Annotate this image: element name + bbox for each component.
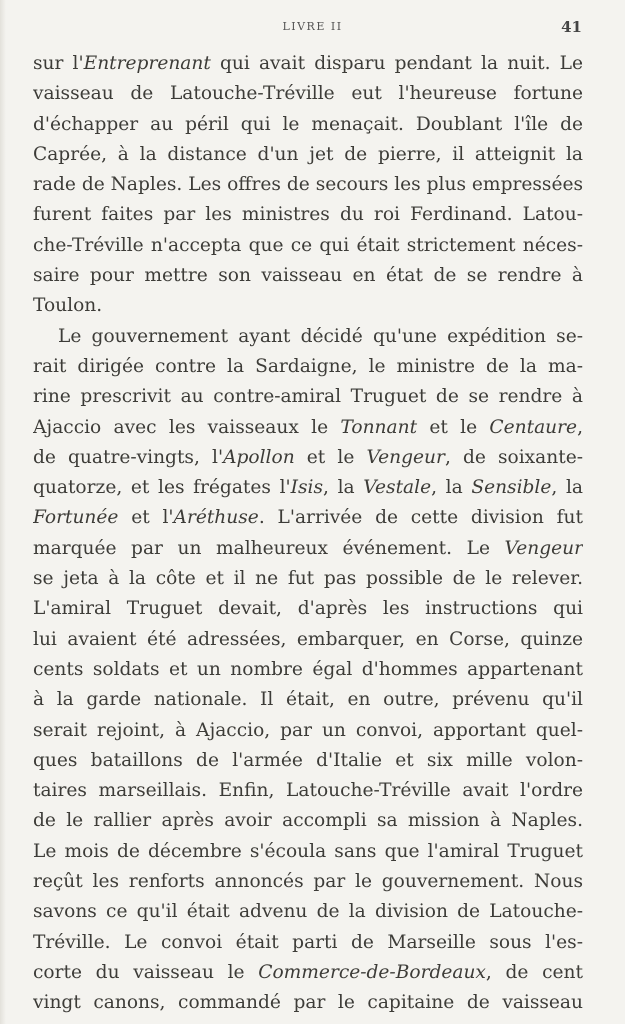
text-run: , la <box>323 477 364 499</box>
text-run: quatorze, et les frégates l' <box>33 477 291 499</box>
text-line <box>33 261 583 291</box>
text-line <box>33 413 583 443</box>
paragraph <box>33 322 583 1019</box>
page-number: 41 <box>561 18 582 36</box>
paragraph <box>33 49 583 322</box>
text-run: , de cent <box>485 961 583 983</box>
text-run: Le gouvernement ayant décidé qu'une expédition se- <box>58 325 583 347</box>
text-line <box>33 928 583 958</box>
italic-ship-name: Sensible <box>471 477 552 499</box>
text-run: Toulon. <box>33 295 103 317</box>
italic-ship-name: Apollon <box>223 446 295 468</box>
text-run: , la <box>551 477 583 499</box>
text-run: d'échapper au péril qui le menaçait. Doublant l'île de <box>33 113 583 135</box>
italic-ship-name: Entreprenant <box>83 53 211 74</box>
italic-ship-name: Aréthuse <box>173 507 259 529</box>
text-line <box>33 655 583 685</box>
text-line <box>33 776 583 806</box>
text-line <box>33 473 583 503</box>
text-line <box>33 49 583 79</box>
text-line <box>33 867 583 897</box>
text-run: che-Tréville n'accepta que ce qui était strictement néces- <box>33 234 583 256</box>
text-line <box>33 746 583 776</box>
text-run: saire pour mettre son vaisseau en état de se rendre à <box>33 265 583 287</box>
text-run: et le <box>294 446 367 468</box>
text-line <box>33 110 583 140</box>
text-run: et l' <box>118 507 174 529</box>
text-run: corte du vaisseau le <box>33 961 259 983</box>
text-run: furent faites par les ministres du roi Ferdinand. Latou- <box>33 204 583 226</box>
text-line <box>33 352 583 382</box>
italic-ship-name: Centaure <box>489 416 578 438</box>
italic-ship-name: Fortunée <box>33 507 119 529</box>
italic-ship-name: Commerce-de-Bordeaux <box>258 961 486 983</box>
text-run: rait dirigée contre la Sardaigne, le ministre de la ma- <box>33 355 583 377</box>
italic-ship-name: Isis <box>290 477 324 499</box>
text-run: serait rejoint, à Ajaccio, par un convoi, apportant quel- <box>33 719 583 741</box>
text-line <box>33 625 583 655</box>
text-run: Tréville. Le convoi était parti de Marseille sous l'es- <box>33 931 583 953</box>
text-run: qui avait disparu pendant la nuit. Le <box>210 53 583 74</box>
text-run: marquée par un malheureux événement. Le <box>33 537 505 559</box>
text-line <box>33 200 583 230</box>
italic-ship-name: Vestale <box>363 477 432 499</box>
italic-ship-name: Vengeur <box>504 537 583 559</box>
text-line <box>33 564 583 594</box>
text-run: , <box>577 416 583 438</box>
text-line <box>33 503 583 533</box>
text-line <box>33 382 583 412</box>
text-run: rade de Naples. Les offres de secours les plus empressées <box>33 174 583 196</box>
text-line <box>33 231 583 261</box>
text-run: taires marseillais. Enfin, Latouche-Tréville avait l'ordre <box>33 780 583 802</box>
text-run: L'amiral Truguet devait, d'après les instructions qui <box>33 598 583 620</box>
text-run: , de soixante- <box>444 446 583 468</box>
text-run: vaisseau de Latouche-Tréville eut l'heureuse fortune <box>33 83 583 105</box>
text-line <box>33 837 583 867</box>
text-line <box>33 140 583 170</box>
text-line <box>33 716 583 746</box>
text-run: rine prescrivit au contre-amiral Truguet de se rendre à <box>33 386 583 408</box>
text-line <box>33 534 583 564</box>
italic-ship-name: Tonnant <box>340 416 418 438</box>
body-text <box>33 49 583 1019</box>
text-run: et le <box>417 416 490 438</box>
page-binding-edge <box>0 0 6 1024</box>
text-line <box>33 806 583 836</box>
text-line <box>33 897 583 927</box>
text-run: Caprée, à la distance d'un jet de pierre, il atteignit la <box>33 143 583 165</box>
text-run: Le mois de décembre s'écoula sans que l'amiral Truguet <box>33 840 583 862</box>
text-line <box>33 988 583 1018</box>
text-line <box>33 958 583 988</box>
text-line <box>33 685 583 715</box>
text-run: lui avaient été adressées, embarquer, en Corse, quinze <box>33 628 583 650</box>
italic-ship-name: Vengeur <box>366 446 445 468</box>
text-run: ques bataillons de l'armée d'Italie et six mille volon- <box>33 749 583 771</box>
text-line <box>33 291 583 321</box>
text-run: de le rallier après avoir accompli sa mission à Naples. <box>33 810 583 832</box>
text-line <box>33 322 583 352</box>
text-run: à la garde nationale. Il était, en outre, prévenu qu'il <box>33 689 583 711</box>
text-line <box>33 170 583 200</box>
text-run: . L'arrivée de cette division fut <box>258 507 583 529</box>
text-run: de quatre-vingts, l' <box>33 446 224 468</box>
text-run: Ajaccio avec les vaisseaux le <box>33 416 341 438</box>
text-run: reçût les renforts annoncés par le gouvernement. Nous <box>33 871 583 893</box>
text-run: se jeta à la côte et il ne fut pas possible de le relever. <box>33 568 583 590</box>
text-line <box>33 79 583 109</box>
text-run: vingt canons, commandé par le capitaine de vaisseau <box>33 992 583 1014</box>
text-run: savons ce qu'il était advenu de la division de Latouche- <box>33 901 583 923</box>
text-run: sur l' <box>33 53 84 74</box>
text-line <box>33 594 583 624</box>
text-run: , la <box>431 477 472 499</box>
text-run: cents soldats et un nombre égal d'hommes appartenant <box>33 658 583 680</box>
running-head <box>0 20 625 40</box>
text-line <box>33 443 583 473</box>
running-head-title: LIVRE II <box>282 20 343 33</box>
